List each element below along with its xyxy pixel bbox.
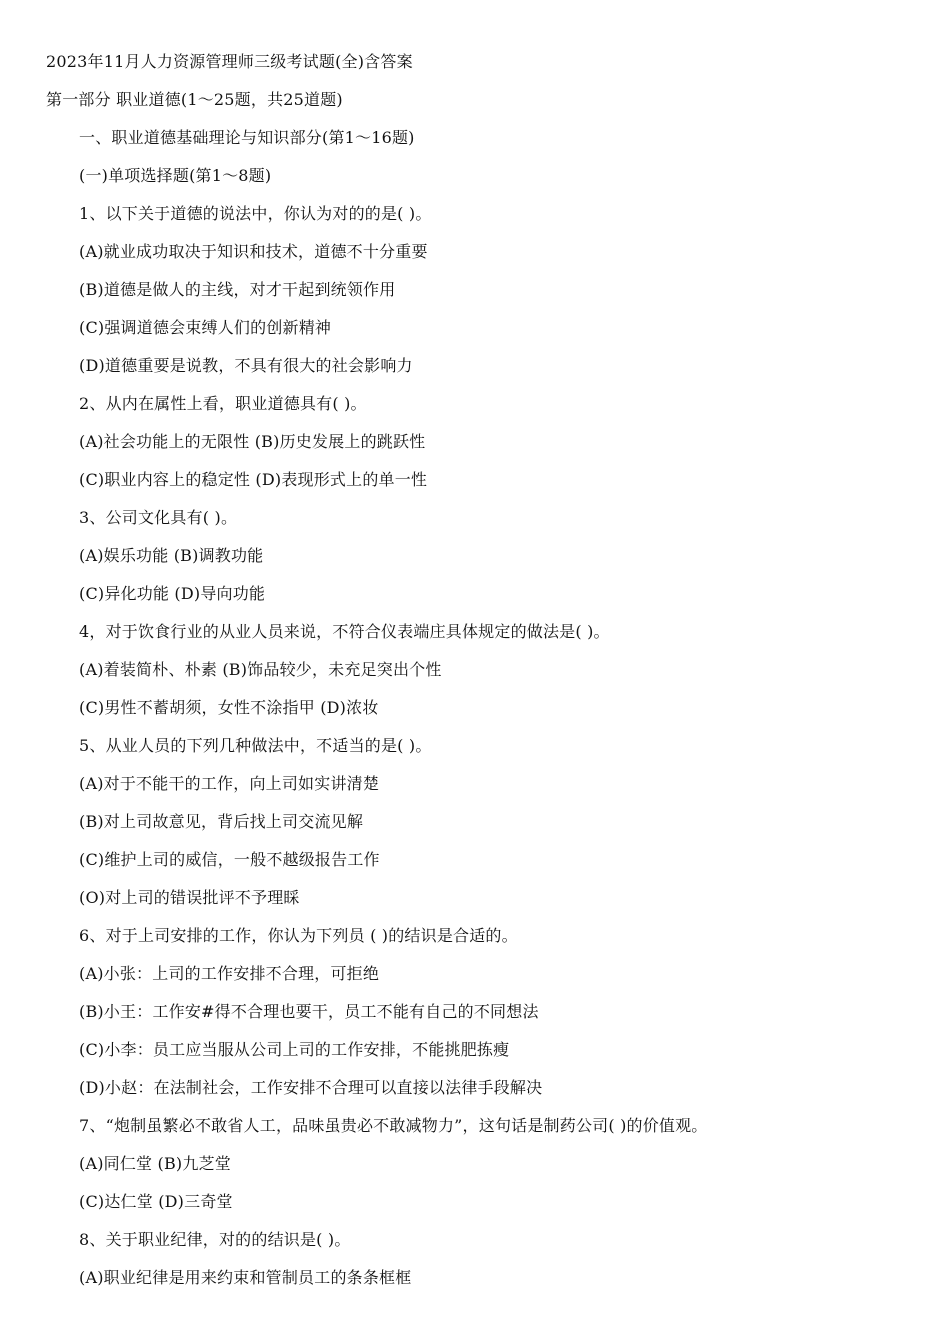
- question-2-stem: 2、从内在属性上看，职业道德具有( )。: [79, 394, 367, 413]
- question-6-option-d: (D)小赵：在法制社会，工作安排不合理可以直接以法律手段解决: [79, 1078, 543, 1097]
- question-6-option-b: (B)小王：工作安#得不合理也要干，员工不能有自己的不同想法: [79, 1002, 539, 1021]
- question-2-options-ab: (A)社会功能上的无限性 (B)历史发展上的跳跃性: [79, 432, 426, 451]
- question-3-options-cd: (C)异化功能 (D)导向功能: [79, 584, 266, 603]
- question-5-option-d: (O)对上司的错误批评不予理睬: [79, 888, 300, 907]
- subsection-heading: (一)单项选择题(第1～8题): [79, 166, 272, 185]
- question-1-option-c: (C)强调道德会束缚人们的创新精神: [79, 318, 332, 337]
- question-7-options-cd: (C)达仁堂 (D)三奇堂: [79, 1192, 233, 1211]
- question-2-options-cd: (C)职业内容上的稳定性 (D)表现形式上的单一性: [79, 470, 428, 489]
- question-7-stem: 7、“炮制虽繁必不敢省人工，品味虽贵必不敢减物力”，这句话是制药公司( )的价值观。: [79, 1116, 708, 1135]
- question-6-option-a: (A)小张：上司的工作安排不合理，可拒绝: [79, 964, 380, 983]
- question-4-options-ab: (A)着装简朴、朴素 (B)饰品较少，未充足突出个性: [79, 660, 442, 679]
- question-8-option-a: (A)职业纪律是用来约束和管制员工的条条框框: [79, 1268, 412, 1287]
- question-5-option-c: (C)维护上司的威信，一般不越级报告工作: [79, 850, 380, 869]
- question-1-stem: 1、以下关于道德的说法中，你认为对的的是( )。: [79, 204, 432, 223]
- question-6-stem: 6、对于上司安排的工作，你认为下列员 ( )的结识是合适的。: [79, 926, 518, 945]
- question-4-stem: 4，对于饮食行业的从业人员来说，不符合仪表端庄具体规定的做法是( )。: [79, 622, 610, 641]
- question-1-option-b: (B)道德是做人的主线，对才干起到统领作用: [79, 280, 396, 299]
- question-4-options-cd: (C)男性不蓄胡须，女性不涂指甲 (D)浓妆: [79, 698, 379, 717]
- question-5-option-a: (A)对于不能干的工作，向上司如实讲清楚: [79, 774, 380, 793]
- question-1-option-d: (D)道德重要是说教，不具有很大的社会影响力: [79, 356, 413, 375]
- document-title: 2023年11月人力资源管理师三级考试题(全)含答案: [46, 52, 413, 71]
- question-5-stem: 5、从业人员的下列几种做法中，不适当的是( )。: [79, 736, 432, 755]
- question-7-options-ab: (A)同仁堂 (B)九芝堂: [79, 1154, 231, 1173]
- question-3-options-ab: (A)娱乐功能 (B)调教功能: [79, 546, 264, 565]
- section-heading: 一、职业道德基础理论与知识部分(第1～16题): [79, 128, 415, 147]
- question-3-stem: 3、公司文化具有( )。: [79, 508, 238, 527]
- question-5-option-b: (B)对上司故意见，背后找上司交流见解: [79, 812, 364, 831]
- question-6-option-c: (C)小李：员工应当服从公司上司的工作安排，不能挑肥拣瘦: [79, 1040, 510, 1059]
- question-1-option-a: (A)就业成功取决于知识和技术，道德不十分重要: [79, 242, 428, 261]
- part-heading: 第一部分 职业道德(1～25题，共25道题): [46, 90, 343, 109]
- question-8-stem: 8、关于职业纪律，对的的结识是( )。: [79, 1230, 351, 1249]
